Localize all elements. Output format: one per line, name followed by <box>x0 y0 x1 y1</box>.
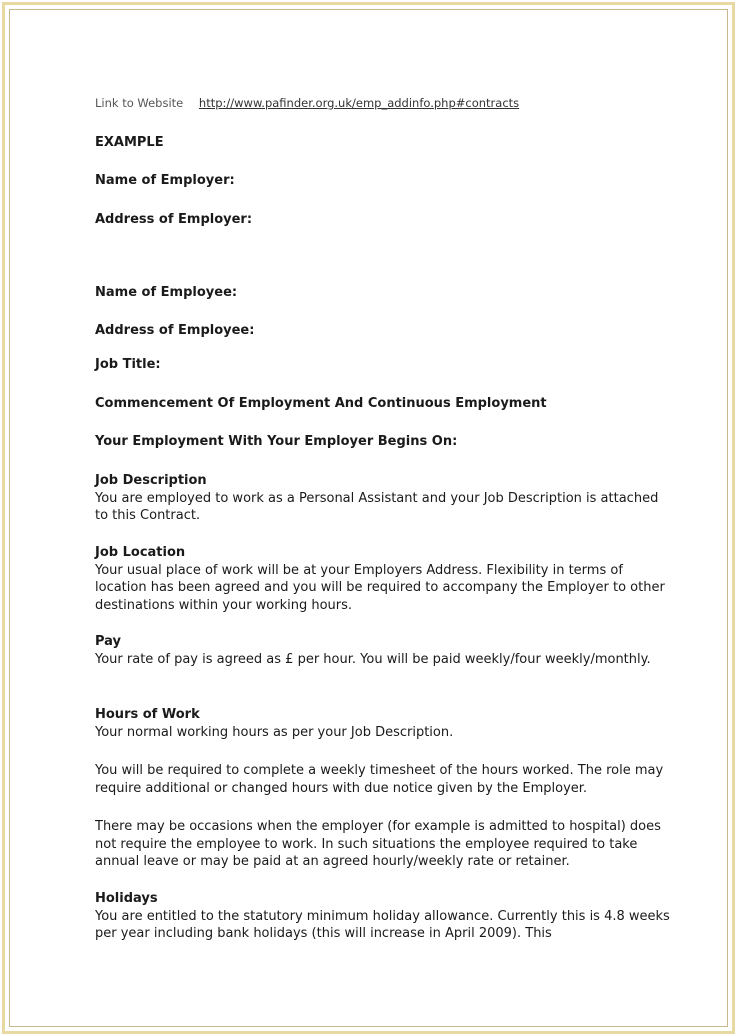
example-heading: EXAMPLE <box>95 135 164 150</box>
job-location-section <box>95 544 675 614</box>
employee-name-label: Name of Employee: <box>95 285 238 300</box>
holidays-section <box>95 890 675 943</box>
timesheet-paragraph <box>95 762 675 797</box>
employer-address-label: Address of Employer: <box>95 212 253 227</box>
section-title: Hours of Work <box>95 707 200 722</box>
section-body: You are employed to work as a Personal Assistant and your Job Description is attached to this Contract. <box>95 490 659 523</box>
section-title: Job Location <box>95 545 186 560</box>
section-body: Your normal working hours as per your Job Description. <box>95 724 454 740</box>
section-body: Your usual place of work will be at your Employers Address. Flexibility in terms of location has been agreed and you will be required to accompany the Employer to other destinations within your working hours. <box>95 562 665 613</box>
link-label: Link to Website <box>95 96 184 110</box>
document-page <box>95 96 675 941</box>
employee-address-label: Address of Employee: <box>95 323 255 338</box>
section-body: There may be occasions when the employer (for example is admitted to hospital) does not require the employee to work. In such situations the employee required to take annual leave or may be paid at an agreed hourly/weekly rate or retainer. <box>95 819 661 869</box>
pay-section <box>95 633 675 668</box>
job-description-section <box>95 472 675 525</box>
section-title: Holidays <box>95 891 158 906</box>
section-title: Pay <box>95 634 122 649</box>
website-link-row <box>95 96 675 110</box>
website-link[interactable]: http://www.pafinder.org.uk/emp_addinfo.php#contracts <box>198 96 520 110</box>
section-body: You are entitled to the statutory minimum holiday allowance. Currently this is 4.8 weeks per year including bank holidays (this will increase in April 2009). This <box>95 908 670 941</box>
section-body: Your rate of pay is agreed as £ per hour. You will be paid weekly/four weekly/monthly. <box>95 651 651 667</box>
employer-name-label: Name of Employer: <box>95 173 235 188</box>
commencement-heading: Commencement Of Employment And Continuous Employment <box>95 396 547 411</box>
job-title-label: Job Title: <box>95 357 161 372</box>
occasions-paragraph <box>95 818 675 871</box>
section-body: You will be required to complete a weekly timesheet of the hours worked. The role may require additional or changed hours with due notice given by the Employer. <box>95 763 664 796</box>
begins-on-heading: Your Employment With Your Employer Begins On: <box>95 434 458 449</box>
hours-section <box>95 706 675 741</box>
section-title: Job Description <box>95 473 207 488</box>
